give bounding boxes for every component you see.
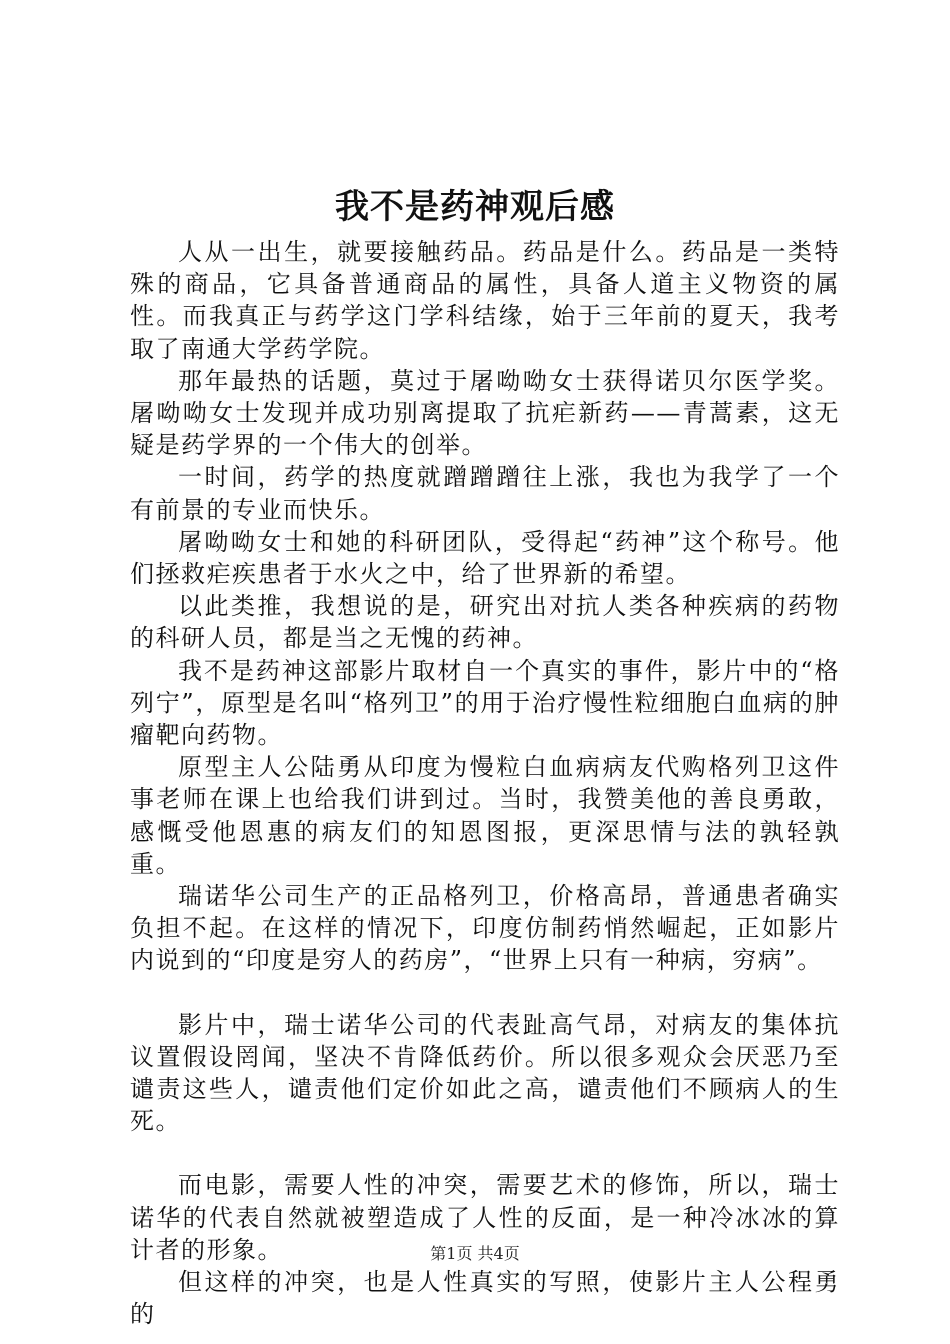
paragraph: 我不是药神这部影片取材自一个真实的事件，影片中的“格列宁”，原型是名叫“格列卫”的用于治疗慢性粒细胞白血病的肿瘤靶向药物。 bbox=[130, 656, 840, 750]
paragraph: 人从一出生，就要接触药品。药品是什么。药品是一类特殊的商品，它具备普通商品的属性，具备人道主义物资的属性。而我真正与药学这门学科结缘，始于三年前的夏天，我考取了南通大学药学院。 bbox=[130, 238, 840, 363]
paragraph: 影片中，瑞士诺华公司的代表趾高气昂，对病友的集体抗议置假设罔闻，坚决不肯降低药价。所以很多观众会厌恶乃至谴责这些人，谴责他们定价如此之高，谴责他们不顾病人的生死。 bbox=[130, 1010, 840, 1136]
paragraph: 一时间，药学的热度就蹭蹭蹭往上涨，我也为我学了一个有前景的专业而快乐。 bbox=[130, 463, 840, 524]
paragraph: 而电影，需要人性的冲突，需要艺术的修饰，所以，瑞士诺华的代表自然就被塑造成了人性的反面，是一种冷冰冰的算计者的形象。 bbox=[130, 1171, 840, 1264]
paragraph: 屠呦呦女士和她的科研团队，受得起“药神”这个称号。他们拯救疟疾患者于水火之中，给了世界新的希望。 bbox=[130, 527, 840, 589]
paragraph: 原型主人公陆勇从印度为慢粒白血病病友代购格列卫这件事老师在课上也给我们讲到过。当时，我赞美他的善良勇敢，感慨受他恩惠的病友们的知恩图报，更深思情与法的孰轻孰重。 bbox=[130, 753, 840, 878]
document-title: 我不是药神观后感 bbox=[335, 187, 615, 227]
paragraph: 以此类推，我想说的是，研究出对抗人类各种疾病的药物的科研人员，都是当之无愧的药神。 bbox=[130, 592, 840, 653]
paragraph: 瑞诺华公司生产的正品格列卫，价格高昂，普通患者确实负担不起。在这样的情况下，印度仿制药悄然崛起，正如影片内说到的“印度是穷人的药房”，“世界上只有一种病，穷病”。 bbox=[130, 882, 840, 975]
document-body bbox=[130, 236, 840, 1331]
paragraph: 但这样的冲突，也是人性真实的写照，使影片主人公程勇的 bbox=[130, 1268, 840, 1329]
page-number: 第1页 共4页 bbox=[430, 1244, 520, 1263]
paragraph: 那年最热的话题，莫过于屠呦呦女士获得诺贝尔医学奖。屠呦呦女士发现并成功别离提取了抗疟新药——青蒿素，这无疑是药学界的一个伟大的创举。 bbox=[130, 366, 840, 460]
